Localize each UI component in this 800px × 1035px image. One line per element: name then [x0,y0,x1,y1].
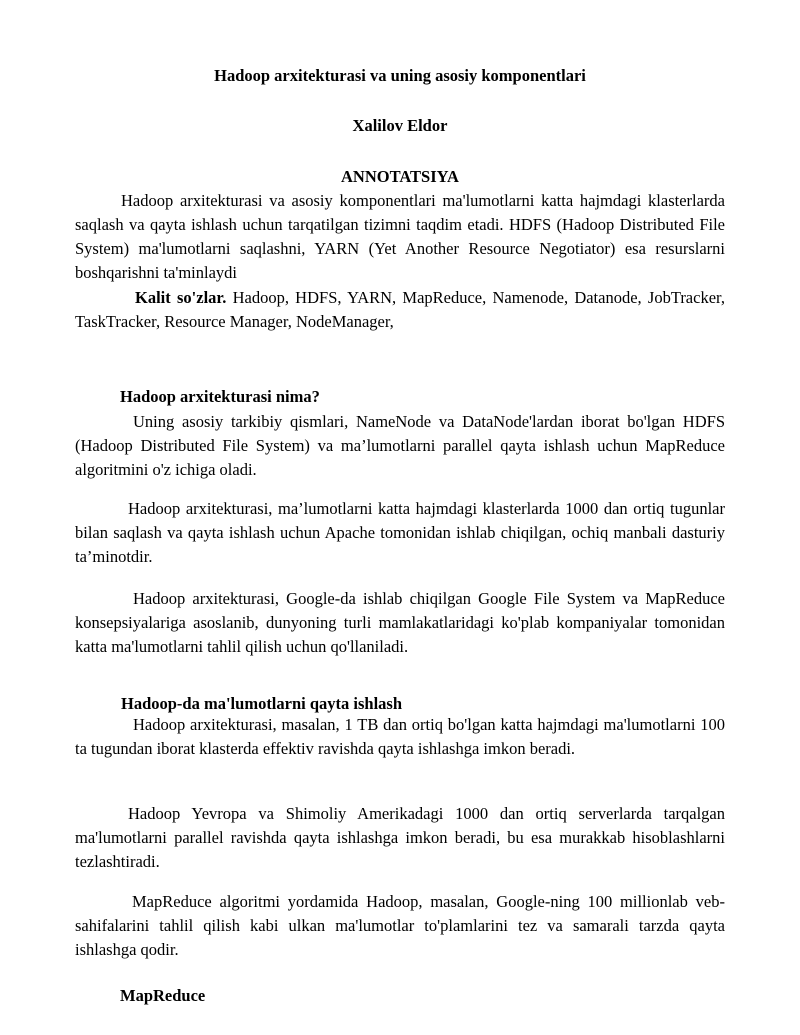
author-name: Xalilov Eldor [352,116,448,135]
paragraph: Hadoop arxitekturasi, Google-da ishlab chiqilgan Google File System va MapReduce konsepsiyalariga asoslanib, dunyoning turli mamlakatlaridagi ko'plab kompaniyalar tomonidan katta ma'lumotlarni tahlil qilish uchun qo'llaniladi. [75,589,725,656]
annotation-paragraph: Hadoop arxitekturasi va asosiy komponentlari ma'lumotlarni katta hajmdagi klasterlarda saqlash va qayta ishlash uchun tarqatilgan tizimni taqdim etadi. HDFS (Hadoop Distributed File System) ma'lumotlarni saqlashni, YARN (Yet Another Resource Negotiator) esa resurslarni boshqarishni ta'minlaydi [75,191,725,282]
keywords-label: Kalit so'zlar. [135,288,227,307]
paragraph: Hadoop arxitekturasi, ma’lumotlarni katta hajmdagi klasterlarda 1000 dan ortiq tugunlar bilan saqlash va qayta ishlash uchun Apache tomonidan ishlab chiqilgan, ochiq manbali dasturiy ta’minotdir. [75,499,725,566]
keywords-paragraph [75,286,725,334]
paragraph: Uning asosiy tarkibiy qismlari, NameNode va DataNode'lardan iborat bo'lgan HDFS (Hadoop Distributed File System) va ma’lumotlarni parallel qayta ishlash uchun MapReduce algoritmini o'z ichiga oladi. [75,412,725,479]
section-heading-data-processing: Hadoop-da ma'lumotlarni qayta ishlash [121,694,403,713]
paragraph: Hadoop Yevropa va Shimoliy Amerikadagi 1000 dan ortiq serverlarda tarqalgan ma'lumotlarni parallel ravishda qayta ishlashga imkon beradi, bu esa murakkab hisoblashlarni tezlashtiradi. [75,804,725,871]
paragraph: Hadoop arxitekturasi, masalan, 1 TB dan ortiq bo'lgan katta hajmdagi ma'lumotlarni 100 ta tugundan iborat klasterda effektiv ravishda qayta ishlashga imkon beradi. [75,715,725,758]
section-heading-what-is-hadoop: Hadoop arxitekturasi nima? [120,387,320,406]
paragraph: MapReduce algoritmi yordamida Hadoop, masalan, Google-ning 100 millionlab veb-sahifalarini tahlil qilish kabi ulkan ma'lumotlar to'plamlarini tez va samarali tarzda qayta ishlashga qodir. [75,892,725,959]
section-heading-mapreduce: MapReduce [120,986,206,1005]
keywords-list: Hadoop, HDFS, YARN, MapReduce, Namenode, Datanode, JobTracker, TaskTracker, Resource Manager, NodeManager, [75,288,725,331]
annotation-heading: ANNOTATSIYA [341,167,459,186]
document-title: Hadoop arxitekturasi va uning asosiy komponentlari [214,66,586,85]
